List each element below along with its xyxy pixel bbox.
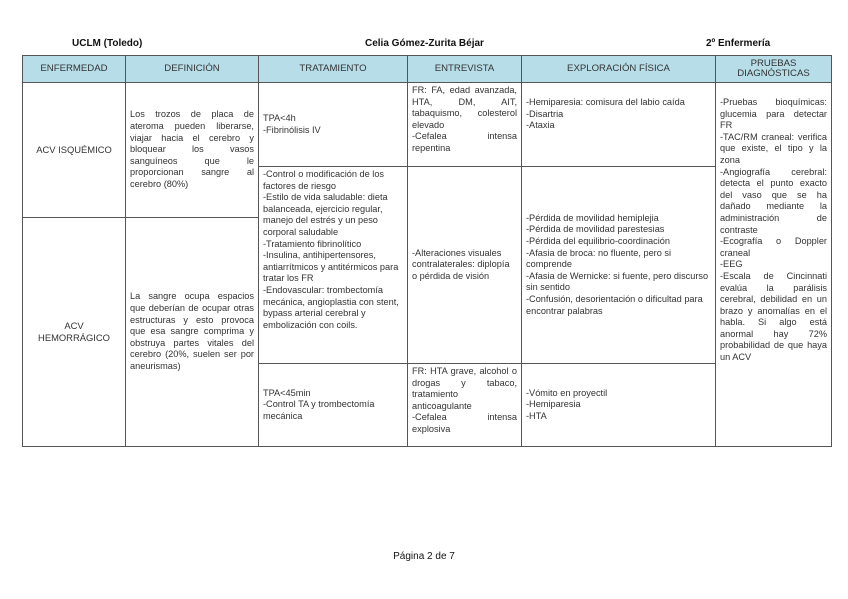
exploration-hemorragico-text: -Vómito en proyectil -Hemiparesia -HTA (526, 387, 608, 421)
treatment-isquemico-text: TPA<4h -Fibrinólisis IV (263, 112, 321, 135)
interview-hemorragico (407, 363, 522, 447)
definition-isquemico (125, 82, 259, 218)
definition-isquemico-text: Los trozos de placa de ateroma pueden liberarse, viajar hacia el cerebro y bloquear los vasos sanguíneos que le proporcionan sangre al cerebro (80%) (130, 109, 254, 189)
interview-isquemico (407, 82, 522, 167)
exploration-common-text: -Pérdida de movilidad hemiplejia -Pérdida de movilidad parestesias -Pérdida del equilibrio-coordinación -Afasia de broca: no fluente, pero si comprende -Afasia de Wernicke: si fuente, pero discurso sin sentido -Confusión, desorientación o dificultad para encontrar palabras (526, 212, 709, 316)
col-header-entrevista: ENTREVISTA (407, 55, 522, 83)
page-number: Página 2 de 7 (393, 551, 455, 562)
disease-hemorragico-label: ACV HEMORRÁGICO (38, 320, 110, 343)
treatment-hemorragico-text: TPA<45min -Control TA y trombectomía mecánica (263, 387, 375, 421)
tests-text: -Pruebas bioquímicas: glucemia para detectar FR -TAC/RM craneal: verifica que existe, el tipo y la zona -Angiografía cerebral: detecta el punto exacto del vaso que se ha dañado mediante la administración de contraste -Ecografía o Doppler craneal -EEG -Escala de Cincinnati evalúa la parálisis cerebral, debilidad en un brazo y anomalías en el habla. Si algo está anormal hay 72% probabilidad de que haya un ACV (720, 97, 827, 363)
col-header-tratamiento: TRATAMIENTO (258, 55, 408, 83)
interview-common (407, 166, 522, 364)
header-institution: UCLM (Toledo) (72, 38, 143, 49)
interview-hemorragico-text: FR: HTA grave, alcohol o drogas y tabaco, tratamiento anticoagulante -Cefalea intensa explosiva (412, 366, 517, 434)
disease-hemorragico (22, 217, 126, 447)
header-author: Celia Gómez-Zurita Béjar (365, 38, 484, 49)
treatment-common (258, 166, 408, 364)
col-header-enfermedad: ENFERMEDAD (22, 55, 126, 83)
interview-common-text: -Alteraciones visuales contralaterales: diplopía o pérdida de visión (412, 247, 510, 281)
tests-cell (715, 82, 832, 447)
col-header-pruebas: PRUEBAS DIAGNÓSTICAS (715, 55, 832, 83)
disease-isquemico (22, 82, 126, 218)
header-course: 2º Enfermería (706, 38, 771, 49)
exploration-isquemico (521, 82, 716, 167)
definition-hemorragico (125, 217, 259, 447)
treatment-isquemico (258, 82, 408, 167)
stroke-table (22, 55, 832, 447)
definition-hemorragico-text: La sangre ocupa espacios que deberían de ocupar otras estructuras y esto provoca que esa sangre comprima y obstruya partes vitales del cerebro (20%, suelen ser por aneurismas) (130, 291, 254, 371)
treatment-hemorragico (258, 363, 408, 447)
exploration-common (521, 166, 716, 364)
interview-isquemico-text: FR: FA, edad avanzada, HTA, DM, AIT, tabaquismo, colesterol elevado -Cefalea intensa repentina (412, 85, 517, 153)
col-header-exploracion: EXPLORACIÓN FÍSICA (521, 55, 716, 83)
treatment-common-text: -Control o modificación de los factores de riesgo -Estilo de vida saludable: dieta balanceada, ejercicio regular, manejo del estrés y un peso corporal saludable -Tratamiento fibrinolítico -Insulina, antihipertensores, antiarrítmicos y antitérmicos para tratar los FR -Endovascular: trombectomía mecánica, angioplastia con stent, bypass arterial cerebral y embolización con coils. (263, 169, 399, 330)
col-header-definicion: DEFINICIÓN (125, 55, 259, 83)
exploration-isquemico-text: -Hemiparesia: comisura del labio caída -Disartria -Ataxia (526, 97, 685, 131)
disease-isquemico-label: ACV ISQUÉMICO (36, 144, 112, 156)
exploration-hemorragico (521, 363, 716, 447)
